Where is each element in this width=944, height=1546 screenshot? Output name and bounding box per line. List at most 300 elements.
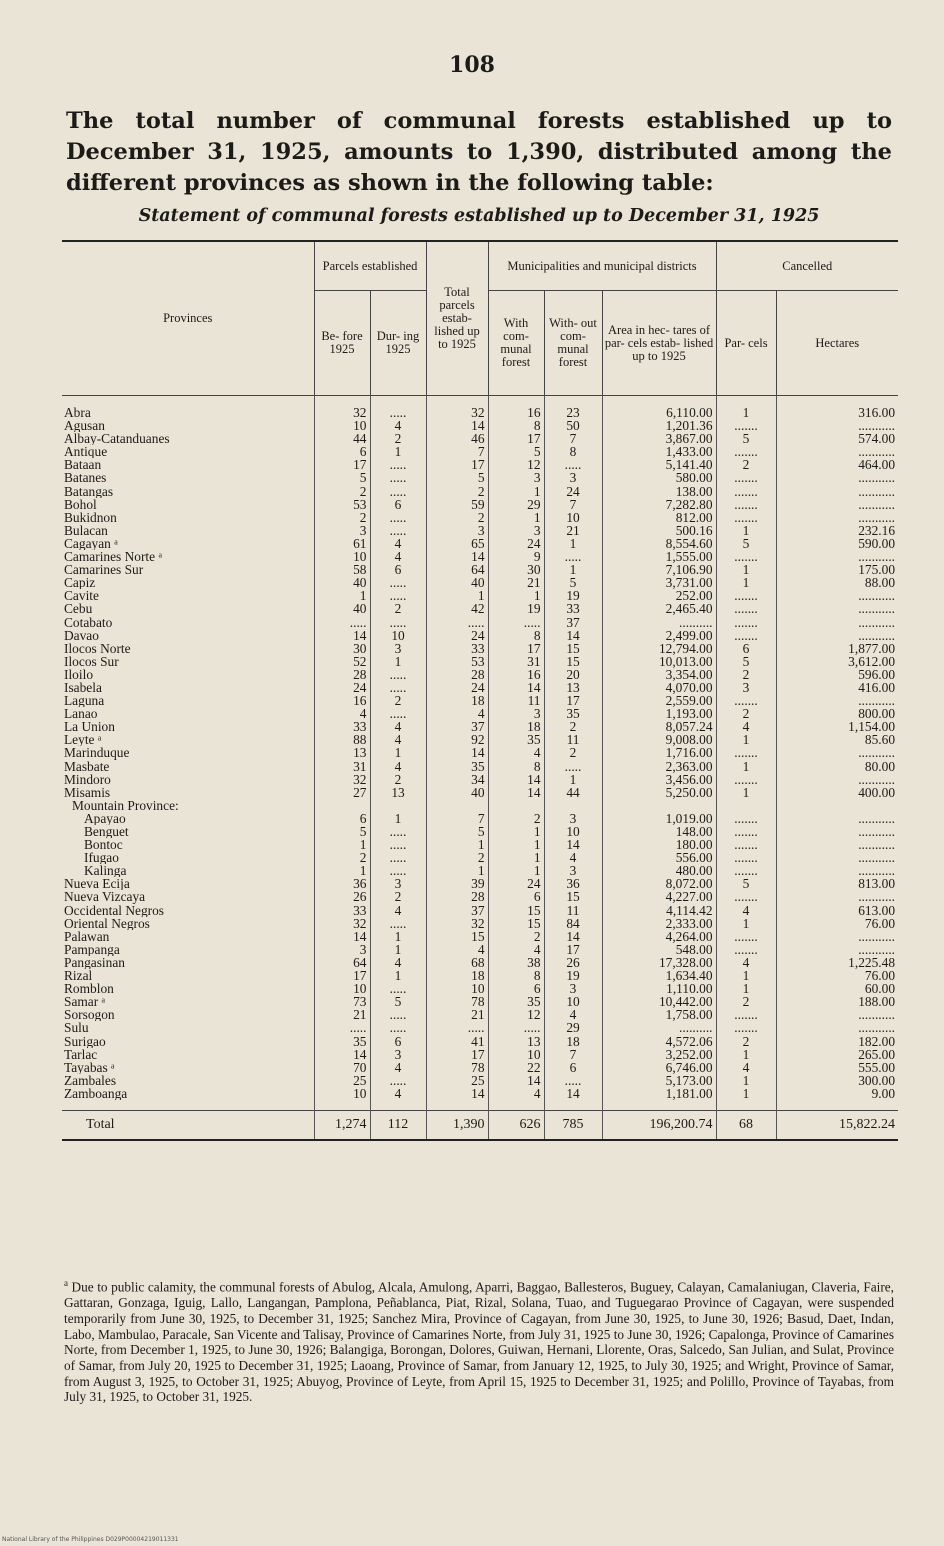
cell-total: 7 (426, 445, 488, 458)
cell-hectares: 596.00 (776, 668, 898, 681)
province-name: Ifugao (84, 851, 119, 865)
province-name: Capiz (64, 576, 96, 590)
cell-before: 14 (314, 1048, 370, 1061)
cell-with: 12 (488, 458, 544, 471)
header-cancelled-group: Cancelled (716, 241, 898, 291)
table-row (62, 982, 898, 995)
cell-during: 1 (370, 655, 426, 668)
empty-cell (370, 799, 426, 812)
cell-area: 1,555.00 (602, 550, 716, 563)
cell-parcels: 1 (716, 576, 776, 589)
cell-parcels: 1 (716, 786, 776, 799)
cell-during: 1 (370, 746, 426, 759)
cell-without: 1 (544, 563, 602, 576)
table-row (62, 458, 898, 471)
cell-total: 78 (426, 1061, 488, 1074)
cell-area: 5,141.40 (602, 458, 716, 471)
cell-before: 2 (314, 511, 370, 524)
cell-without: ..... (544, 550, 602, 563)
cell-parcels: ....... (716, 1021, 776, 1034)
cell-without: ..... (544, 760, 602, 773)
cell-before: 21 (314, 1008, 370, 1021)
cell-without: 2 (544, 720, 602, 733)
cell-area: 252.00 (602, 589, 716, 602)
cell-parcels: 5 (716, 655, 776, 668)
cell-parcels: ....... (716, 485, 776, 498)
table-row (62, 838, 898, 851)
table-row (62, 746, 898, 759)
cell-without: 35 (544, 707, 602, 720)
library-credit: National Library of the Philippines D029P00004219011331 (2, 1536, 179, 1543)
cell-hectares: ........... (776, 694, 898, 707)
cell-before: 58 (314, 563, 370, 576)
cell-during: ..... (370, 1008, 426, 1021)
cell-parcels: ....... (716, 511, 776, 524)
cell-hectares: 400.00 (776, 786, 898, 799)
cell-parcels: ....... (716, 825, 776, 838)
page-number: 108 (449, 52, 495, 78)
cell-during: 10 (370, 629, 426, 642)
cell-total: 37 (426, 904, 488, 917)
province-name: Romblon (64, 982, 114, 996)
cell-hectares: 813.00 (776, 877, 898, 890)
cell-total: 33 (426, 642, 488, 655)
cell-with: 1 (488, 838, 544, 851)
cell-parcels: 1 (716, 1048, 776, 1061)
province-name: Nueva Vizcaya (64, 890, 146, 904)
cell-hectares: ........... (776, 485, 898, 498)
cell-before: 88 (314, 733, 370, 746)
cell-during: ..... (370, 471, 426, 484)
cell-area: 812.00 (602, 511, 716, 524)
cell-during: 3 (370, 877, 426, 890)
table-row (62, 904, 898, 917)
header-with-forest: With com- munal forest (488, 291, 544, 396)
cell-before: ..... (314, 1021, 370, 1034)
cell-during: ..... (370, 707, 426, 720)
cell-parcels: ....... (716, 498, 776, 511)
cell-hectares: 1,154.00 (776, 720, 898, 733)
cell-total: 32 (426, 406, 488, 419)
province-name: Apayao (84, 811, 126, 825)
cell-during: ..... (370, 485, 426, 498)
cell-before: 36 (314, 877, 370, 890)
cell-without: 15 (544, 642, 602, 655)
cell-area: 580.00 (602, 471, 716, 484)
cell-before: 5 (314, 825, 370, 838)
cell-before: 5 (314, 471, 370, 484)
province-name: Benguet (84, 825, 129, 839)
cell-without: 24 (544, 485, 602, 498)
cell-total: 3 (426, 524, 488, 537)
cell-during: 4 (370, 904, 426, 917)
table-row (62, 969, 898, 982)
cell-with: 38 (488, 956, 544, 969)
cell-parcels: ....... (716, 851, 776, 864)
mountain-province-heading: Mountain Province: (72, 798, 179, 812)
header-municipalities-group: Municipalities and municipal districts (488, 241, 716, 291)
cell-hectares: 1,225.48 (776, 956, 898, 969)
province-name: Leyte ᵃ (64, 733, 102, 747)
cell-parcels: 2 (716, 707, 776, 720)
cell-area: 1,019.00 (602, 812, 716, 825)
total-label: Total (62, 1110, 314, 1140)
table-row (62, 995, 898, 1008)
cell-with: 21 (488, 576, 544, 589)
cell-total: 65 (426, 537, 488, 550)
cell-without: 20 (544, 668, 602, 681)
cell-total: 42 (426, 602, 488, 615)
cell-before: 14 (314, 629, 370, 642)
cell-hectares: ........... (776, 511, 898, 524)
cell-with: 31 (488, 655, 544, 668)
table-row (62, 1061, 898, 1074)
cell-area: 6,746.00 (602, 1061, 716, 1074)
cell-before: 1 (314, 589, 370, 602)
cell-parcels: ....... (716, 589, 776, 602)
cell-parcels: ....... (716, 602, 776, 615)
table-row (62, 406, 898, 419)
cell-parcels: 6 (716, 642, 776, 655)
cell-during: ..... (370, 681, 426, 694)
cell-total: 14 (426, 746, 488, 759)
cell-area: 10,013.00 (602, 655, 716, 668)
cell-with: 3 (488, 471, 544, 484)
table-row (62, 642, 898, 655)
cell-during: 4 (370, 537, 426, 550)
cell-hectares: 188.00 (776, 995, 898, 1008)
cell-total: 40 (426, 786, 488, 799)
table-row (62, 485, 898, 498)
cell-with: 5 (488, 445, 544, 458)
table-row (62, 825, 898, 838)
cell-hectares: ........... (776, 445, 898, 458)
table-row (62, 419, 898, 432)
cell-with: 1 (488, 864, 544, 877)
cell-area: 1,193.00 (602, 707, 716, 720)
cell-parcels: 1 (716, 1074, 776, 1087)
cell-during: 1 (370, 812, 426, 825)
cell-hectares: 1,877.00 (776, 642, 898, 655)
cell-during: 2 (370, 773, 426, 786)
header-cancelled-parcels: Par- cels (716, 291, 776, 396)
cell-parcels: ....... (716, 419, 776, 432)
cell-total: 2 (426, 511, 488, 524)
cell-hectares: ........... (776, 498, 898, 511)
cell-with: 29 (488, 498, 544, 511)
cell-area: 1,201.36 (602, 419, 716, 432)
cell-with: 35 (488, 995, 544, 1008)
cell-with: 1 (488, 589, 544, 602)
cell-total: 39 (426, 877, 488, 890)
cell-total: 41 (426, 1035, 488, 1048)
empty-cell (426, 799, 488, 812)
cell-during: 4 (370, 550, 426, 563)
table-row (62, 1074, 898, 1087)
cell-without: 10 (544, 995, 602, 1008)
intro-paragraph: The total number of communal forests established up to December 31, 1925, amounts to 1,390, distributed among the different provinces as shown in the following table: (66, 108, 892, 196)
cell-total: 35 (426, 760, 488, 773)
cell-parcels: 2 (716, 1035, 776, 1048)
cell-with: 35 (488, 733, 544, 746)
cell-without: 1 (544, 537, 602, 550)
header-provinces: Provinces (62, 241, 314, 396)
cell-before: 4 (314, 707, 370, 720)
cell-without: 36 (544, 877, 602, 890)
cell-before: 33 (314, 904, 370, 917)
cell-during: 6 (370, 1035, 426, 1048)
cell-total: 1,390 (426, 1110, 488, 1140)
cell-with: 6 (488, 890, 544, 903)
cell-without: 1 (544, 773, 602, 786)
cell-with: 8 (488, 969, 544, 982)
province-name: Albay-Catanduanes (64, 432, 170, 446)
cell-parcels: 4 (716, 720, 776, 733)
cell-during: 2 (370, 602, 426, 615)
cell-hectares: ........... (776, 1008, 898, 1021)
cell-parcels: ....... (716, 838, 776, 851)
province-name: Marinduque (64, 746, 130, 760)
cell-with: 24 (488, 877, 544, 890)
cell-hectares: 232.16 (776, 524, 898, 537)
table-header (62, 241, 898, 396)
cell-area: .......... (602, 616, 716, 629)
province-name: Antique (64, 445, 108, 459)
cell-without: 4 (544, 851, 602, 864)
province-name: Laguna (64, 694, 105, 708)
province-name: Cotabato (64, 615, 113, 629)
footnote (64, 1276, 894, 1405)
province-name: Misamis (64, 785, 111, 799)
province-name: Isabela (64, 680, 102, 695)
province-name: Davao (64, 628, 99, 642)
cell-with: 1 (488, 851, 544, 864)
table-row (62, 537, 898, 550)
cell-during: 4 (370, 760, 426, 773)
cell-hectares: 85.60 (776, 733, 898, 746)
cell-before: 17 (314, 458, 370, 471)
cell-total: 28 (426, 890, 488, 903)
cell-before: 13 (314, 746, 370, 759)
cell-hectares: 15,822.24 (776, 1110, 898, 1140)
cell-hectares: ........... (776, 930, 898, 943)
cell-total: 1 (426, 589, 488, 602)
table-row (62, 602, 898, 615)
cell-area: 180.00 (602, 838, 716, 851)
table-row (62, 616, 898, 629)
cell-area: 556.00 (602, 851, 716, 864)
cell-during: ..... (370, 458, 426, 471)
cell-during: ..... (370, 917, 426, 930)
table-row (62, 720, 898, 733)
cell-area: 138.00 (602, 485, 716, 498)
province-name: Cavite (64, 589, 99, 603)
cell-total: 37 (426, 720, 488, 733)
cell-during: ..... (370, 524, 426, 537)
cell-with: 8 (488, 629, 544, 642)
cell-area: 9,008.00 (602, 733, 716, 746)
cell-total: 25 (426, 1074, 488, 1087)
cell-parcels: ....... (716, 812, 776, 825)
cell-without: 2 (544, 746, 602, 759)
province-name: Zambales (64, 1073, 117, 1087)
cell-area: 1,758.00 (602, 1008, 716, 1021)
cell-without: 21 (544, 524, 602, 537)
table-row (62, 681, 898, 694)
cell-without: 11 (544, 733, 602, 746)
cell-total: ..... (426, 1021, 488, 1034)
province-name: Pampanga (64, 942, 120, 956)
cell-with: 10 (488, 1048, 544, 1061)
total-row (62, 1110, 898, 1140)
cell-parcels: ....... (716, 746, 776, 759)
cell-during: 3 (370, 1048, 426, 1061)
table-row (62, 576, 898, 589)
cell-hectares: 76.00 (776, 917, 898, 930)
cell-without: 11 (544, 904, 602, 917)
cell-hectares: 316.00 (776, 406, 898, 419)
cell-parcels: 1 (716, 760, 776, 773)
cell-before: 1 (314, 864, 370, 877)
cell-before: 26 (314, 890, 370, 903)
cell-hectares: 3,612.00 (776, 655, 898, 668)
empty-cell (314, 799, 370, 812)
cell-with: 1 (488, 485, 544, 498)
table-row (62, 563, 898, 576)
cell-with: 16 (488, 406, 544, 419)
cell-without: 33 (544, 602, 602, 615)
communal-forests-table (62, 240, 898, 1141)
table-row (62, 432, 898, 445)
cell-during: 13 (370, 786, 426, 799)
cell-with: 14 (488, 786, 544, 799)
province-name: Mindoro (64, 772, 111, 786)
cell-hectares: ........... (776, 812, 898, 825)
cell-during: ..... (370, 1074, 426, 1087)
cell-without: 44 (544, 786, 602, 799)
province-name: Surigao (64, 1034, 106, 1048)
cell-with: 30 (488, 563, 544, 576)
cell-total: 7 (426, 812, 488, 825)
cell-before: 1,274 (314, 1110, 370, 1140)
cell-without: 14 (544, 1087, 602, 1100)
cell-during: 6 (370, 498, 426, 511)
cell-total: 17 (426, 458, 488, 471)
cell-during: ..... (370, 406, 426, 419)
cell-parcels: 1 (716, 563, 776, 576)
cell-hectares: 88.00 (776, 576, 898, 589)
cell-before: 24 (314, 681, 370, 694)
cell-hectares: ........... (776, 943, 898, 956)
table-row (62, 733, 898, 746)
cell-total: 64 (426, 563, 488, 576)
cell-with: ..... (488, 1021, 544, 1034)
cell-hectares: 300.00 (776, 1074, 898, 1087)
cell-hectares: ........... (776, 589, 898, 602)
cell-during: ..... (370, 838, 426, 851)
cell-parcels: 1 (716, 982, 776, 995)
cell-hectares: 464.00 (776, 458, 898, 471)
cell-parcels: ....... (716, 1008, 776, 1021)
cell-hectares: 590.00 (776, 537, 898, 550)
table-row (62, 1087, 898, 1100)
table-row (62, 524, 898, 537)
cell-area: .......... (602, 1021, 716, 1034)
cell-hectares: ........... (776, 1021, 898, 1034)
cell-parcels: ....... (716, 930, 776, 943)
cell-during: 4 (370, 733, 426, 746)
table-row (62, 773, 898, 786)
cell-total: 4 (426, 943, 488, 956)
cell-before: 17 (314, 969, 370, 982)
province-name: Samar ᵃ (64, 995, 106, 1009)
cell-without: 19 (544, 589, 602, 602)
cell-before: 16 (314, 694, 370, 707)
cell-without: 26 (544, 956, 602, 969)
cell-before: 3 (314, 524, 370, 537)
cell-with: 16 (488, 668, 544, 681)
cell-before: 2 (314, 485, 370, 498)
cell-during: ..... (370, 864, 426, 877)
cell-with: 14 (488, 1074, 544, 1087)
cell-parcels: 4 (716, 904, 776, 917)
cell-with: 11 (488, 694, 544, 707)
empty-cell (544, 799, 602, 812)
cell-parcels: ....... (716, 629, 776, 642)
cell-area: 10,442.00 (602, 995, 716, 1008)
cell-without: 7 (544, 498, 602, 511)
cell-area: 8,554.60 (602, 537, 716, 550)
cell-during: ..... (370, 851, 426, 864)
cell-without: ..... (544, 458, 602, 471)
cell-total: 28 (426, 668, 488, 681)
province-name: Tarlac (64, 1047, 98, 1061)
table-body (62, 396, 898, 1140)
cell-total: 10 (426, 982, 488, 995)
province-name: La Union (64, 720, 115, 734)
cell-before: 30 (314, 642, 370, 655)
province-name: Camarines Norte ᵃ (64, 550, 163, 564)
cell-area: 4,227.00 (602, 890, 716, 903)
cell-with: 2 (488, 930, 544, 943)
cell-parcels: 1 (716, 969, 776, 982)
mountain-province-heading-row (62, 799, 898, 812)
cell-without: 4 (544, 1008, 602, 1021)
cell-with: 8 (488, 419, 544, 432)
cell-without: 84 (544, 917, 602, 930)
cell-area: 1,181.00 (602, 1087, 716, 1100)
table-row (62, 629, 898, 642)
cell-hectares: 182.00 (776, 1035, 898, 1048)
header-parcels-group: Parcels established (314, 241, 426, 291)
cell-parcels: 3 (716, 681, 776, 694)
cell-during: ..... (370, 825, 426, 838)
cell-parcels: ....... (716, 890, 776, 903)
cell-with: 13 (488, 1035, 544, 1048)
cell-with: 626 (488, 1110, 544, 1140)
cell-area: 6,110.00 (602, 406, 716, 419)
cell-before: 31 (314, 760, 370, 773)
province-name: Tayabas ᵃ (64, 1060, 115, 1074)
cell-total: 5 (426, 471, 488, 484)
cell-parcels: ....... (716, 616, 776, 629)
cell-hectares: ........... (776, 864, 898, 877)
cell-area: 1,110.00 (602, 982, 716, 995)
province-name: Bukidnon (64, 510, 117, 524)
province-name: Rizal (64, 969, 93, 983)
cell-total: 59 (426, 498, 488, 511)
cell-with: 24 (488, 537, 544, 550)
